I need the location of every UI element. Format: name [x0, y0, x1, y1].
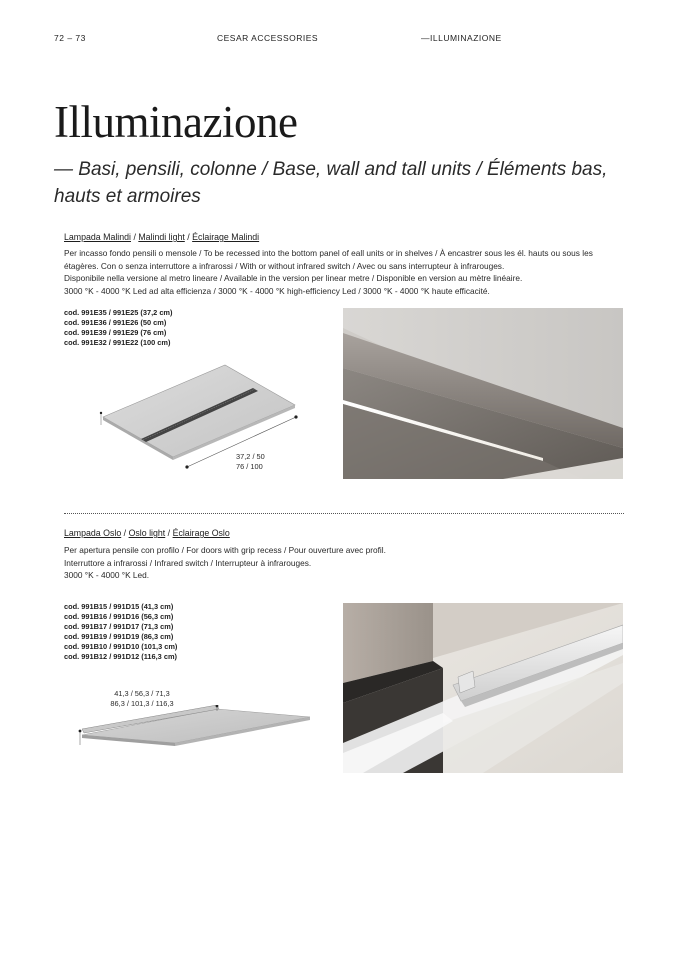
product-code: cod. 991E36 / 991E26 (50 cm) [64, 318, 167, 327]
oslo-name-fr: Éclairage Oslo [172, 528, 230, 538]
malindi-title: Lampada Malindi / Malindi light / Éclairage Malindi [64, 232, 260, 242]
malindi-desc-line: 3000 °K - 4000 °K Led ad alta efficienza / 3000 °K - 4000 °K high-efficiency Led / 3000 °K - 4000 °K haute efficacité. [64, 285, 490, 296]
page-title: Illuminazione [54, 97, 298, 147]
malindi-name-it: Lampada Malindi [64, 232, 131, 242]
dimension-label: 41,3 / 56,3 / 71,3 [114, 689, 170, 698]
product-code: cod. 991E39 / 991E29 (76 cm) [64, 328, 167, 337]
dimension-label: 37,2 / 50 [236, 452, 265, 461]
malindi-dimensions [236, 452, 265, 472]
malindi-desc-line: Per incasso fondo pensili o mensole / To be recessed into the bottom panel of eall units or in shelves / À encastrer sous les él. hauts ou sous les étagères. Con o senza interruttore a infrarossi / With or without infrared switch / Avec ou sans interrupteur à infrarouges. [64, 248, 593, 271]
malindi-name-fr: Éclairage Malindi [192, 232, 260, 242]
malindi-description [64, 247, 624, 297]
brand-label: CESAR ACCESSORIES [217, 33, 319, 43]
malindi-code-list [64, 308, 172, 348]
section-divider [64, 513, 624, 514]
oslo-title: Lampada Oslo / Oslo light / Éclairage Oslo [64, 528, 230, 538]
oslo-code-list [64, 602, 177, 662]
dimension-label: 76 / 100 [236, 462, 263, 471]
page-numbers: 72 – 73 [54, 33, 86, 43]
product-code: cod. 991E35 / 991E25 (37,2 cm) [64, 308, 173, 317]
page-subtitle: — Basi, pensili, colonne / Base, wall and tall units / Éléments bas, hauts et armoires [54, 159, 608, 207]
product-code: cod. 991B12 / 991D12 (116,3 cm) [64, 652, 177, 661]
oslo-desc-line: Interruttore a infrarossi / Infrared switch / Interrupteur à infrarouges. [64, 557, 312, 568]
dimension-label: 86,3 / 101,3 / 116,3 [110, 699, 174, 708]
oslo-name-it: Lampada Oslo [64, 528, 122, 538]
oslo-description [64, 544, 624, 582]
malindi-desc-line: Disponibile nella versione al metro lineare / Available in the version per linear metre / Disponible en version au mètre linéaire. [64, 273, 523, 283]
section-label: —ILLUMINAZIONE [421, 33, 502, 43]
product-code: cod. 991B15 / 991D15 (41,3 cm) [64, 602, 174, 611]
product-code: cod. 991E32 / 991E22 (100 cm) [64, 338, 171, 347]
product-code: cod. 991B19 / 991D19 (86,3 cm) [64, 632, 174, 641]
oslo-name-en: Oslo light [128, 528, 166, 538]
oslo-technical-drawing [72, 705, 322, 755]
oslo-desc-line: Per apertura pensile con profilo / For doors with grip recess / Pour ouverture avec profil. [64, 545, 386, 555]
oslo-desc-line: 3000 °K - 4000 °K Led. [64, 570, 150, 580]
product-code: cod. 991B17 / 991D17 (71,3 cm) [64, 622, 174, 631]
malindi-name-en: Malindi light [138, 232, 185, 242]
product-code: cod. 991B16 / 991D16 (56,3 cm) [64, 612, 174, 621]
malindi-technical-drawing [95, 355, 310, 475]
oslo-product-photo [343, 603, 623, 773]
malindi-product-photo [343, 308, 623, 479]
product-code: cod. 991B10 / 991D10 (101,3 cm) [64, 642, 178, 651]
